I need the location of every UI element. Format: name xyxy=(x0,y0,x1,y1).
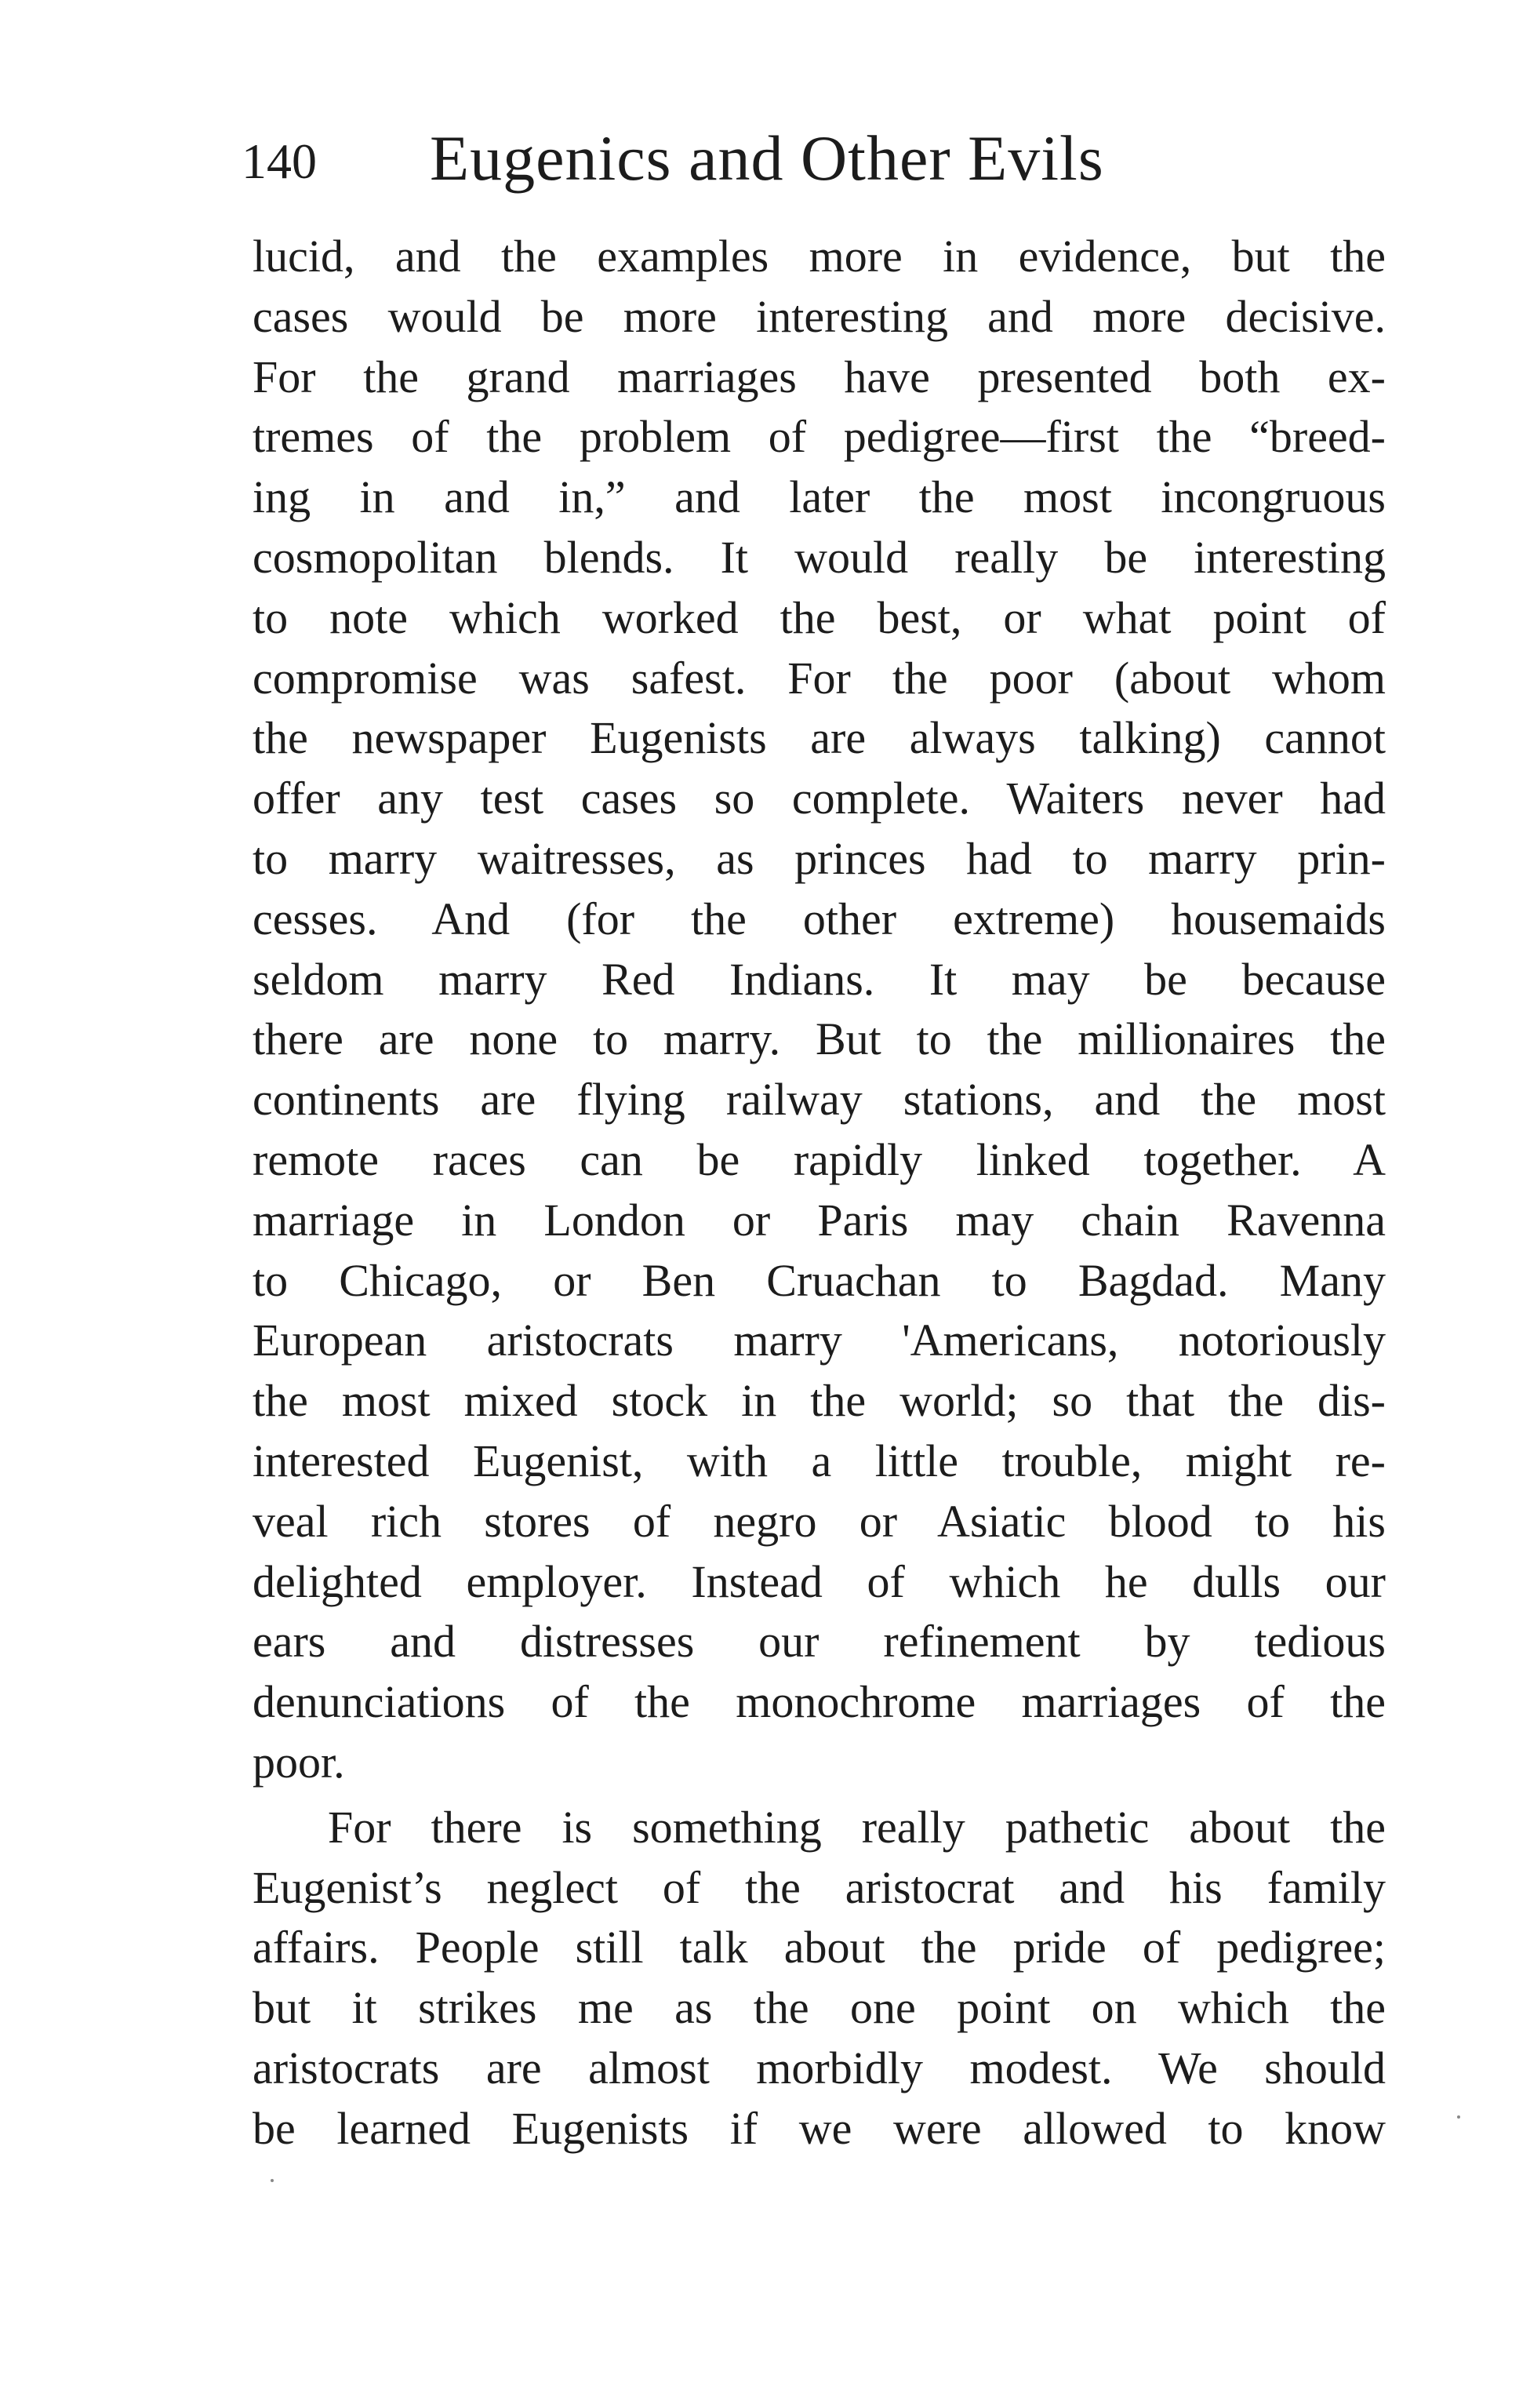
text-line: For the grand marriages have presented both ex- xyxy=(253,351,1386,402)
text-line: interested Eugenist, with a little trouble, might re- xyxy=(253,1435,1386,1486)
scan-speck xyxy=(271,2179,274,2182)
text-line: ears and distresses our refinement by tedious xyxy=(253,1616,1386,1668)
text-line: seldom marry Red Indians. It may be because xyxy=(253,953,1386,1005)
text-line: continents are flying railway stations, and the most xyxy=(253,1074,1386,1126)
page-header xyxy=(242,119,1386,206)
text-line: be learned Eugenists if we were allowed to know xyxy=(253,2102,1386,2154)
text-line: to marry waitresses, as princes had to marry prin- xyxy=(253,832,1386,884)
text-line: poor. xyxy=(253,1736,345,1788)
text-line: marriage in London or Paris may chain Ravenna xyxy=(253,1194,1386,1246)
paragraph-1 xyxy=(253,227,1386,1793)
scan-speck xyxy=(1457,2115,1460,2119)
text-line: to Chicago, or Ben Cruachan to Bagdad. Many xyxy=(253,1254,1386,1306)
text-line: denunciations of the monochrome marriages of the xyxy=(253,1676,1386,1728)
text-line: tremes of the problem of pedigree—first the “breed- xyxy=(253,411,1386,463)
text-line: cesses. And (for the other extreme) housemaids xyxy=(253,893,1386,944)
text-line: For there is something really pathetic about the xyxy=(328,1801,1386,1853)
text-line: affairs. People still talk about the pride of pedigree; xyxy=(253,1922,1386,1973)
text-line: to note which worked the best, or what point of xyxy=(253,591,1386,643)
page-number: 140 xyxy=(242,133,317,189)
text-line: the newspaper Eugenists are always talking) cannot xyxy=(253,712,1386,764)
text-line: there are none to marry. But to the millionaires the xyxy=(253,1013,1386,1065)
text-line: cases would be more interesting and more decisive. xyxy=(253,290,1386,342)
paragraph-2 xyxy=(253,1798,1386,2159)
text-line: but it strikes me as the one point on which the xyxy=(253,1982,1386,2034)
text-line: ing in and in,” and later the most incongruous xyxy=(253,471,1386,523)
text-line: European aristocrats marry 'Americans, notoriously xyxy=(253,1315,1386,1366)
text-line: veal rich stores of negro or Asiatic blood to his xyxy=(253,1495,1386,1547)
text-line: the most mixed stock in the world; so that the dis- xyxy=(253,1375,1386,1427)
running-title: Eugenics and Other Evils xyxy=(430,122,1104,194)
text-line: remote races can be rapidly linked together. A xyxy=(253,1133,1386,1185)
text-line: delighted employer. Instead of which he dulls our xyxy=(253,1555,1386,1607)
text-line: offer any test cases so complete. Waiters never had xyxy=(253,773,1386,824)
body-text xyxy=(253,227,1386,2159)
text-line: aristocrats are almost morbidly modest. We should xyxy=(253,2042,1386,2093)
text-line: Eugenist’s neglect of the aristocrat and his family xyxy=(253,1861,1386,1913)
text-line: lucid, and the examples more in evidence, but the xyxy=(253,231,1386,282)
text-line: compromise was safest. For the poor (about whom xyxy=(253,652,1386,704)
text-line: cosmopolitan blends. It would really be interesting xyxy=(253,531,1386,583)
